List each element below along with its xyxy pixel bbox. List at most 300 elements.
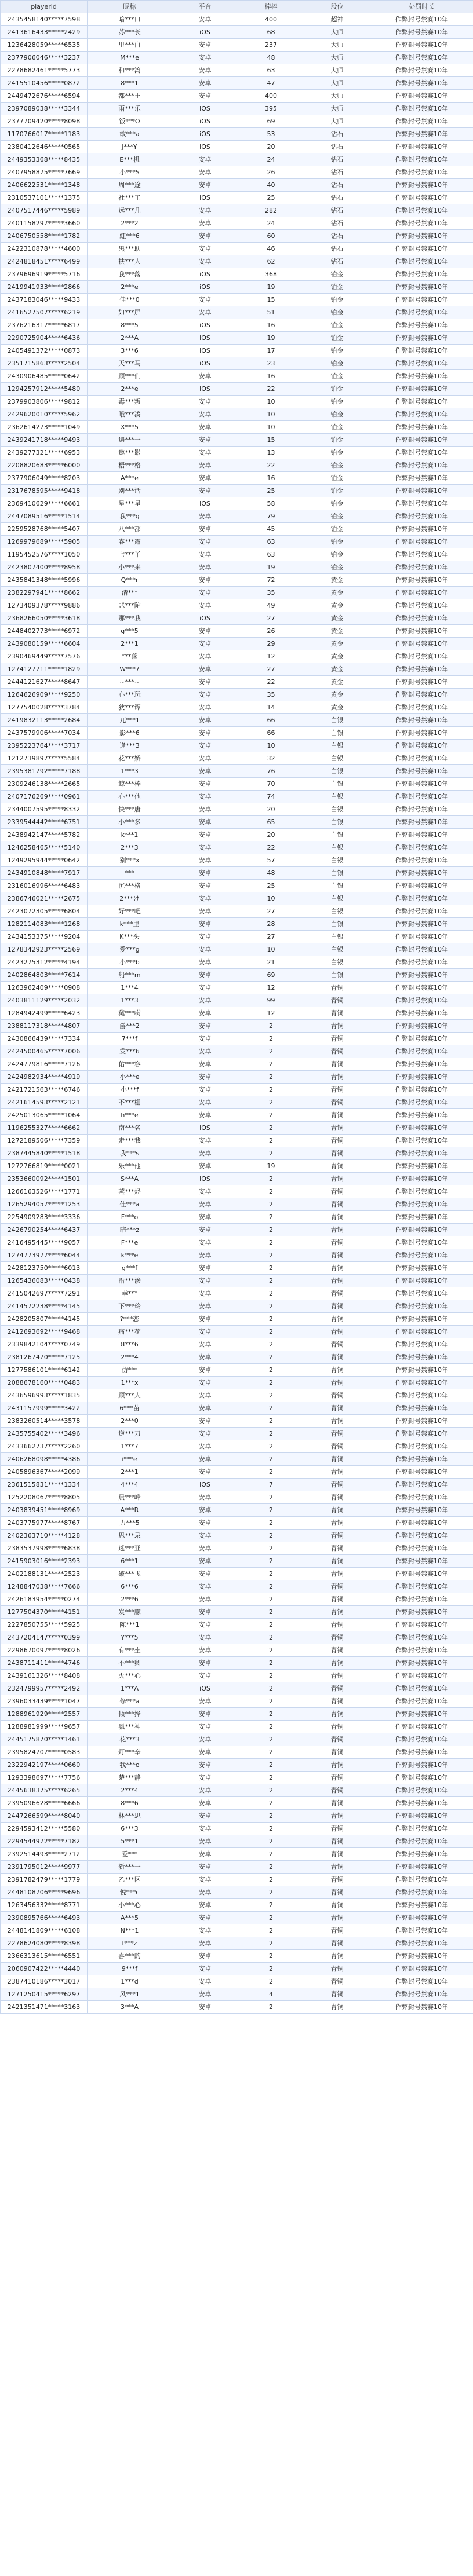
cell-rank: 青铜 (304, 1555, 370, 1568)
cell-rank: 铂金 (304, 357, 370, 370)
cell-score: 58 (238, 497, 304, 510)
cell-penalty: 作弊封号禁赛10年 (370, 153, 473, 166)
cell-playerid: 2383537998*****6838 (1, 1542, 88, 1555)
cell-score: 237 (238, 39, 304, 52)
cell-platform: 安卓 (172, 803, 238, 816)
cell-score: 2 (238, 1453, 304, 1466)
cell-rank: 青铜 (304, 1975, 370, 1988)
table-row (1, 1249, 473, 1262)
cell-rank: 黄金 (304, 676, 370, 689)
cell-rank: 青铜 (304, 1236, 370, 1249)
cell-rank: 白银 (304, 803, 370, 816)
table-row (1, 765, 473, 778)
cell-playerid: 1274773977*****6044 (1, 1249, 88, 1262)
cell-platform: 安卓 (172, 459, 238, 472)
cell-score: 27 (238, 663, 304, 676)
cell-playerid: 1277504370*****4151 (1, 1606, 88, 1619)
cell-platform: 安卓 (172, 1466, 238, 1479)
table-row (1, 841, 473, 854)
cell-penalty: 作弊封号禁赛10年 (370, 1249, 473, 1262)
cell-platform: 安卓 (172, 778, 238, 791)
table-row (1, 153, 473, 166)
cell-rank: 青铜 (304, 1045, 370, 1058)
cell-rank: 青铜 (304, 1593, 370, 1606)
cell-penalty: 作弊封号禁赛10年 (370, 243, 473, 255)
cell-rank: 铂金 (304, 370, 370, 383)
cell-penalty: 作弊封号禁赛10年 (370, 103, 473, 115)
cell-penalty: 作弊封号禁赛10年 (370, 994, 473, 1007)
table-row (1, 982, 473, 994)
cell-penalty: 作弊封号禁赛10年 (370, 77, 473, 90)
cell-rank: 青铜 (304, 1440, 370, 1453)
table-row (1, 638, 473, 650)
table-row (1, 281, 473, 294)
cell-score: 46 (238, 243, 304, 255)
cell-platform: 安卓 (172, 1262, 238, 1275)
cell-platform: iOS (172, 1173, 238, 1185)
table-row (1, 1912, 473, 1924)
cell-nickname: 思***录 (88, 1529, 172, 1542)
cell-score: 25 (238, 485, 304, 497)
cell-platform: 安卓 (172, 816, 238, 829)
table-row (1, 1173, 473, 1185)
cell-playerid: 2434153375*****9204 (1, 931, 88, 943)
cell-penalty: 作弊封号禁赛10年 (370, 1415, 473, 1428)
cell-score: 2 (238, 1351, 304, 1364)
cell-penalty: 作弊封号禁赛10年 (370, 1160, 473, 1173)
cell-platform: 安卓 (172, 1848, 238, 1861)
cell-nickname: 发***6 (88, 1045, 172, 1058)
cell-platform: 安卓 (172, 1823, 238, 1835)
cell-penalty: 作弊封号禁赛10年 (370, 778, 473, 791)
cell-rank: 黄金 (304, 663, 370, 676)
cell-nickname: 5***1 (88, 1835, 172, 1848)
cell-penalty: 作弊封号禁赛10年 (370, 1198, 473, 1211)
cell-platform: 安卓 (172, 1440, 238, 1453)
cell-score: 10 (238, 892, 304, 905)
table-row (1, 880, 473, 892)
cell-rank: 白银 (304, 714, 370, 727)
cell-playerid: 2426183954*****0274 (1, 1593, 88, 1606)
cell-score: 12 (238, 650, 304, 663)
cell-penalty: 作弊封号禁赛10年 (370, 765, 473, 778)
cell-platform: 安卓 (172, 255, 238, 268)
cell-rank: 青铜 (304, 1924, 370, 1937)
cell-platform: 安卓 (172, 1555, 238, 1568)
cell-playerid: 2402363710*****4128 (1, 1529, 88, 1542)
table-row (1, 943, 473, 956)
table-row (1, 103, 473, 115)
table-row (1, 587, 473, 599)
cell-score: 282 (238, 204, 304, 217)
cell-playerid: 2294544972*****7182 (1, 1835, 88, 1848)
cell-score: 19 (238, 1160, 304, 1173)
cell-penalty: 作弊封号禁赛10年 (370, 1084, 473, 1096)
cell-platform: iOS (172, 26, 238, 39)
table-row (1, 1084, 473, 1096)
cell-nickname: 2***け (88, 892, 172, 905)
table-row (1, 1810, 473, 1823)
table-row (1, 1504, 473, 1517)
cell-playerid: 2435755402*****3496 (1, 1428, 88, 1440)
cell-nickname: 灯***辛 (88, 1746, 172, 1759)
cell-platform: iOS (172, 1122, 238, 1135)
cell-penalty: 作弊封号禁赛10年 (370, 1122, 473, 1135)
cell-playerid: 1274127711*****1829 (1, 663, 88, 676)
table-row (1, 1440, 473, 1453)
cell-score: 2 (238, 1874, 304, 1886)
cell-rank: 铂金 (304, 396, 370, 408)
cell-nickname: 楚***静 (88, 1772, 172, 1784)
table-row (1, 956, 473, 969)
cell-platform: 安卓 (172, 510, 238, 523)
cell-platform: 安卓 (172, 1899, 238, 1912)
cell-platform: 安卓 (172, 587, 238, 599)
cell-nickname: 2***e (88, 383, 172, 396)
cell-platform: 安卓 (172, 1529, 238, 1542)
cell-playerid: 2366313615*****6551 (1, 1950, 88, 1963)
cell-platform: 安卓 (172, 1033, 238, 1045)
cell-rank: 青铜 (304, 1963, 370, 1975)
cell-rank: 铂金 (304, 306, 370, 319)
cell-score: 2 (238, 1326, 304, 1338)
cell-penalty: 作弊封号禁赛10年 (370, 2001, 473, 2014)
cell-nickname: 痛***花 (88, 1326, 172, 1338)
cell-platform: 安卓 (172, 829, 238, 841)
table-row (1, 1236, 473, 1249)
cell-nickname: 我***g (88, 510, 172, 523)
cell-penalty: 作弊封号禁赛10年 (370, 1988, 473, 2001)
cell-penalty: 作弊封号禁赛10年 (370, 408, 473, 421)
cell-platform: 安卓 (172, 421, 238, 434)
cell-rank: 钻石 (304, 141, 370, 153)
table-row (1, 1950, 473, 1963)
cell-playerid: 1236428059*****6535 (1, 39, 88, 52)
cell-platform: iOS (172, 1479, 238, 1491)
cell-score: 2 (238, 1504, 304, 1517)
cell-rank: 白银 (304, 943, 370, 956)
cell-nickname: K***头 (88, 931, 172, 943)
cell-score: 25 (238, 880, 304, 892)
cell-platform: 安卓 (172, 765, 238, 778)
cell-rank: 白银 (304, 905, 370, 918)
cell-rank: 青铜 (304, 1491, 370, 1504)
cell-rank: 青铜 (304, 1020, 370, 1033)
cell-rank: 白银 (304, 727, 370, 740)
cell-playerid: 1288961929*****2557 (1, 1708, 88, 1721)
cell-nickname: 饭***Ö (88, 115, 172, 128)
cell-platform: 安卓 (172, 13, 238, 26)
cell-playerid: 2395096628*****6666 (1, 1797, 88, 1810)
cell-score: 76 (238, 765, 304, 778)
table-row (1, 1580, 473, 1593)
cell-nickname: 花***3 (88, 1733, 172, 1746)
cell-playerid: 2382297941*****8662 (1, 587, 88, 599)
cell-platform: 安卓 (172, 90, 238, 103)
cell-rank: 青铜 (304, 1772, 370, 1784)
cell-playerid: 2416527507*****6219 (1, 306, 88, 319)
cell-score: 2 (238, 1275, 304, 1287)
cell-score: 2 (238, 1135, 304, 1147)
cell-platform: 安卓 (172, 1415, 238, 1428)
cell-playerid: 1246258465*****5140 (1, 841, 88, 854)
cell-penalty: 作弊封号禁赛10年 (370, 676, 473, 689)
cell-platform: 安卓 (172, 1950, 238, 1963)
cell-platform: 安卓 (172, 740, 238, 752)
table-row (1, 459, 473, 472)
cell-rank: 青铜 (304, 1657, 370, 1670)
cell-nickname: 花***娇 (88, 752, 172, 765)
cell-rank: 铂金 (304, 497, 370, 510)
cell-playerid: 1272766819*****0021 (1, 1160, 88, 1173)
cell-score: 2 (238, 1262, 304, 1275)
cell-score: 27 (238, 931, 304, 943)
cell-playerid: 2060907422*****4440 (1, 1963, 88, 1975)
cell-penalty: 作弊封号禁赛10年 (370, 1657, 473, 1670)
table-row (1, 204, 473, 217)
cell-nickname: 暗***口 (88, 13, 172, 26)
cell-nickname: 瓢***神 (88, 1721, 172, 1733)
cell-platform: 安卓 (172, 663, 238, 676)
cell-playerid: 1266163526*****1771 (1, 1185, 88, 1198)
cell-score: 15 (238, 294, 304, 306)
cell-nickname: 7***f (88, 1033, 172, 1045)
cell-penalty: 作弊封号禁赛10年 (370, 625, 473, 638)
table-row (1, 803, 473, 816)
cell-nickname: 9***f (88, 1963, 172, 1975)
cell-platform: 安卓 (172, 396, 238, 408)
cell-score: 10 (238, 421, 304, 434)
table-row (1, 778, 473, 791)
cell-playerid: 2088678160*****0483 (1, 1377, 88, 1389)
cell-platform: 安卓 (172, 1211, 238, 1224)
cell-playerid: 2425013065*****1064 (1, 1109, 88, 1122)
cell-playerid: 2419832113*****2684 (1, 714, 88, 727)
cell-rank: 青铜 (304, 1147, 370, 1160)
cell-score: 2 (238, 1491, 304, 1504)
cell-rank: 青铜 (304, 1160, 370, 1173)
cell-nickname: h***e (88, 1109, 172, 1122)
cell-nickname: 清*** (88, 587, 172, 599)
cell-platform: 安卓 (172, 179, 238, 192)
cell-platform: 安卓 (172, 1389, 238, 1402)
cell-platform: 安卓 (172, 1160, 238, 1173)
cell-rank: 铂金 (304, 561, 370, 574)
cell-score: 47 (238, 77, 304, 90)
cell-rank: 青铜 (304, 1861, 370, 1874)
cell-playerid: 1263962409*****0908 (1, 982, 88, 994)
cell-penalty: 作弊封号禁赛10年 (370, 1389, 473, 1402)
cell-score: 24 (238, 217, 304, 230)
cell-platform: 安卓 (172, 791, 238, 803)
cell-playerid: 1282114083*****1268 (1, 918, 88, 931)
cell-playerid: 2421351471*****3163 (1, 2001, 88, 2014)
cell-nickname: 悦***c (88, 1886, 172, 1899)
cell-penalty: 作弊封号禁赛10年 (370, 383, 473, 396)
cell-penalty: 作弊封号禁赛10年 (370, 1810, 473, 1823)
cell-rank: 青铜 (304, 1823, 370, 1835)
cell-penalty: 作弊封号禁赛10年 (370, 1033, 473, 1045)
cell-penalty: 作弊封号禁赛10年 (370, 52, 473, 64)
cell-score: 24 (238, 153, 304, 166)
cell-nickname: 别***x (88, 854, 172, 867)
cell-rank: 白银 (304, 791, 370, 803)
cell-score: 2 (238, 1338, 304, 1351)
cell-penalty: 作弊封号禁赛10年 (370, 1020, 473, 1033)
cell-rank: 大师 (304, 90, 370, 103)
cell-score: 2 (238, 1287, 304, 1300)
table-row (1, 791, 473, 803)
cell-playerid: 2449472676*****6594 (1, 90, 88, 103)
table-row (1, 485, 473, 497)
cell-rank: 青铜 (304, 1568, 370, 1580)
cell-rank: 铂金 (304, 383, 370, 396)
cell-platform: 安卓 (172, 1835, 238, 1848)
cell-score: 2 (238, 1364, 304, 1377)
cell-score: 2 (238, 1606, 304, 1619)
cell-platform: 安卓 (172, 1287, 238, 1300)
table-row (1, 1160, 473, 1173)
cell-rank: 青铜 (304, 1619, 370, 1631)
table-row (1, 1695, 473, 1708)
cell-nickname: 沉***格 (88, 880, 172, 892)
table-row (1, 1988, 473, 2001)
table-row (1, 1899, 473, 1912)
cell-score: 2 (238, 1542, 304, 1555)
cell-playerid: 1212739897*****5584 (1, 752, 88, 765)
cell-nickname: 我***s (88, 1147, 172, 1160)
cell-playerid: 2395824707*****0583 (1, 1746, 88, 1759)
cell-playerid: 2437204147*****0399 (1, 1631, 88, 1644)
cell-rank: 铂金 (304, 332, 370, 345)
cell-rank: 青铜 (304, 1950, 370, 1963)
cell-rank: 青铜 (304, 1631, 370, 1644)
cell-platform: iOS (172, 345, 238, 357)
cell-rank: 铂金 (304, 319, 370, 332)
cell-playerid: 2416495445*****9057 (1, 1236, 88, 1249)
cell-playerid: 2424982934*****4919 (1, 1071, 88, 1084)
cell-playerid: 1252208067*****8805 (1, 1491, 88, 1504)
cell-playerid: 1294257912*****5480 (1, 383, 88, 396)
table-row (1, 230, 473, 243)
cell-score: 57 (238, 854, 304, 867)
cell-playerid: 2310537101*****1375 (1, 192, 88, 204)
cell-platform: iOS (172, 103, 238, 115)
cell-rank: 白银 (304, 931, 370, 943)
cell-playerid: 2387410186*****3017 (1, 1975, 88, 1988)
cell-penalty: 作弊封号禁赛10年 (370, 294, 473, 306)
cell-platform: 安卓 (172, 1912, 238, 1924)
cell-playerid: 2428123750*****6013 (1, 1262, 88, 1275)
cell-rank: 铂金 (304, 294, 370, 306)
cell-score: 2 (238, 1886, 304, 1899)
cell-nickname: 梧***格 (88, 459, 172, 472)
cell-platform: iOS (172, 192, 238, 204)
cell-platform: 安卓 (172, 676, 238, 689)
cell-penalty: 作弊封号禁赛10年 (370, 905, 473, 918)
cell-rank: 青铜 (304, 1517, 370, 1529)
cell-rank: 白银 (304, 829, 370, 841)
cell-score: 2 (238, 1835, 304, 1848)
cell-rank: 青铜 (304, 1377, 370, 1389)
cell-nickname: 悲***陀 (88, 599, 172, 612)
cell-penalty: 作弊封号禁赛10年 (370, 752, 473, 765)
cell-penalty: 作弊封号禁赛10年 (370, 230, 473, 243)
cell-nickname: 2***0 (88, 1415, 172, 1428)
cell-playerid: 2290725904*****6436 (1, 332, 88, 345)
cell-penalty: 作弊封号禁赛10年 (370, 1670, 473, 1682)
cell-penalty: 作弊封号禁赛10年 (370, 1109, 473, 1122)
cell-nickname: 里***白 (88, 39, 172, 52)
cell-penalty: 作弊封号禁赛10年 (370, 1045, 473, 1058)
table-row (1, 701, 473, 714)
cell-rank: 大师 (304, 103, 370, 115)
cell-penalty: 作弊封号禁赛10年 (370, 115, 473, 128)
cell-playerid: 2438711411*****4746 (1, 1657, 88, 1670)
cell-playerid: 2448402773*****6972 (1, 625, 88, 638)
cell-penalty: 作弊封号禁赛10年 (370, 1504, 473, 1517)
cell-playerid: 1278342923*****2569 (1, 943, 88, 956)
table-row (1, 854, 473, 867)
table-row (1, 1924, 473, 1937)
table-row (1, 90, 473, 103)
table-row (1, 1402, 473, 1415)
cell-rank: 铂金 (304, 472, 370, 485)
cell-platform: 安卓 (172, 294, 238, 306)
cell-score: 63 (238, 536, 304, 548)
cell-rank: 铂金 (304, 434, 370, 447)
cell-playerid: 2396033439*****1047 (1, 1695, 88, 1708)
cell-nickname: 6***苗 (88, 1402, 172, 1415)
cell-score: 22 (238, 676, 304, 689)
cell-rank: 青铜 (304, 1529, 370, 1542)
cell-score: 2 (238, 1096, 304, 1109)
cell-score: 2 (238, 1708, 304, 1721)
cell-nickname: f***z (88, 1937, 172, 1950)
cell-nickname: 船***m (88, 969, 172, 982)
cell-score: 2 (238, 1670, 304, 1682)
cell-platform: iOS (172, 357, 238, 370)
cell-playerid: 2439241718*****9493 (1, 434, 88, 447)
table-row (1, 1631, 473, 1644)
cell-platform: 安卓 (172, 969, 238, 982)
cell-platform: 安卓 (172, 1937, 238, 1950)
cell-nickname: 6***1 (88, 1555, 172, 1568)
table-row (1, 319, 473, 332)
cell-platform: 安卓 (172, 956, 238, 969)
cell-penalty: 作弊封号禁赛10年 (370, 1542, 473, 1555)
table-row (1, 1377, 473, 1389)
cell-playerid: 2415510456*****0872 (1, 77, 88, 90)
cell-nickname: 2***A (88, 332, 172, 345)
table-row (1, 306, 473, 319)
cell-penalty: 作弊封号禁赛10年 (370, 1631, 473, 1644)
cell-nickname: 风***1 (88, 1988, 172, 2001)
cell-penalty: 作弊封号禁赛10年 (370, 179, 473, 192)
cell-penalty: 作弊封号禁赛10年 (370, 1147, 473, 1160)
table-row (1, 1733, 473, 1746)
cell-score: 2 (238, 1517, 304, 1529)
cell-playerid: 2353660092*****1501 (1, 1173, 88, 1185)
table-row (1, 1555, 473, 1568)
cell-penalty: 作弊封号禁赛10年 (370, 1440, 473, 1453)
cell-platform: 安卓 (172, 1975, 238, 1988)
cell-rank: 白银 (304, 969, 370, 982)
cell-rank: 铂金 (304, 536, 370, 548)
cell-playerid: 2379903806*****9812 (1, 396, 88, 408)
cell-score: 19 (238, 561, 304, 574)
table-row (1, 663, 473, 676)
